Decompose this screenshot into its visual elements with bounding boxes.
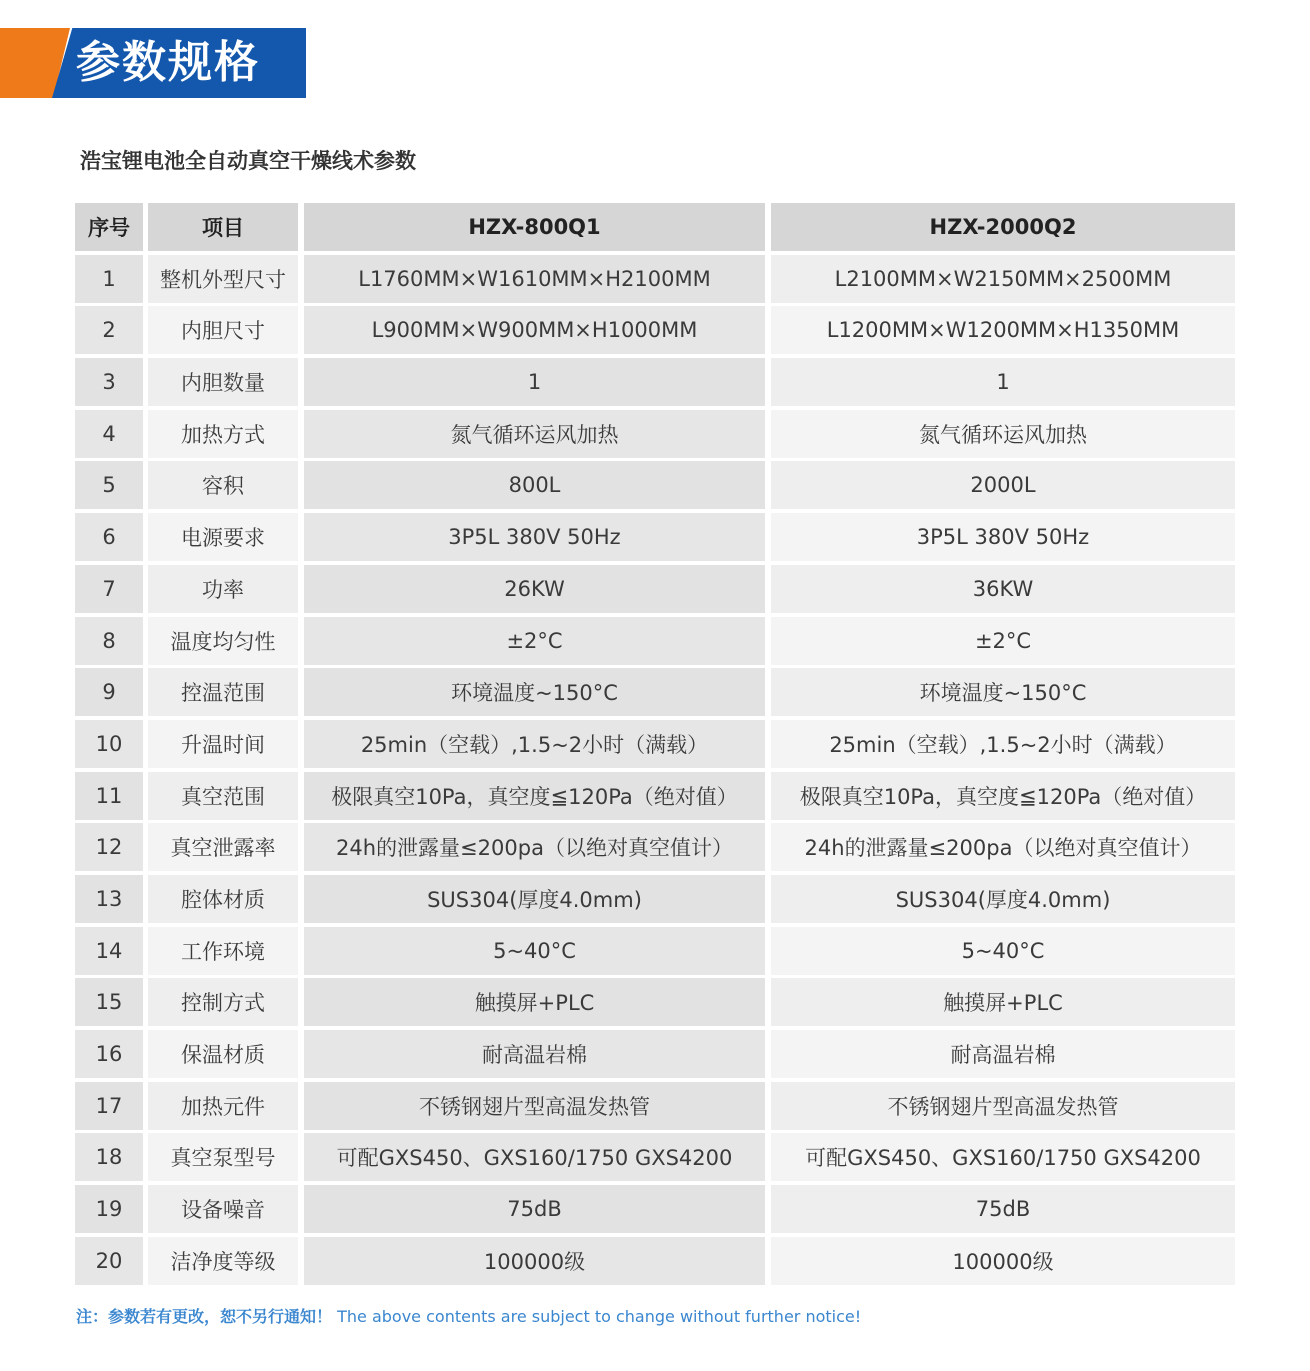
row-index: 12 (75, 823, 143, 871)
header-model-2: HZX-2000Q2 (771, 203, 1235, 251)
row-item: 真空泵型号 (148, 1133, 298, 1181)
row-value-model-1: 3P5L 380V 50Hz (304, 513, 765, 561)
row-value-model-2: 1 (771, 358, 1235, 406)
table-row (75, 823, 1235, 871)
row-value-model-1: 26KW (304, 565, 765, 613)
row-value-model-1: 5~40°C (304, 927, 765, 975)
row-item: 升温时间 (148, 720, 298, 768)
header-model-1: HZX-800Q1 (304, 203, 765, 251)
row-value-model-2: 75dB (771, 1185, 1235, 1233)
table-header-row (75, 203, 1235, 251)
row-value-model-1: 触摸屏+PLC (304, 978, 765, 1026)
table-row (75, 927, 1235, 975)
table-row (75, 1082, 1235, 1130)
row-value-model-2: L1200MM×W1200MM×H1350MM (771, 306, 1235, 354)
row-item: 真空泄露率 (148, 823, 298, 871)
row-value-model-1: 不锈钢翅片型高温发热管 (304, 1082, 765, 1130)
footnote-en: The above contents are subject to change without further notice! (337, 1307, 862, 1326)
table-row (75, 772, 1235, 820)
section-banner (0, 28, 306, 98)
section-title: 参数规格 (76, 37, 260, 88)
row-item: 真空范围 (148, 772, 298, 820)
row-value-model-2: 氮气循环运风加热 (771, 410, 1235, 458)
row-index: 14 (75, 927, 143, 975)
row-value-model-2: SUS304(厚度4.0mm) (771, 875, 1235, 923)
row-value-model-1: 环境温度~150°C (304, 668, 765, 716)
row-index: 19 (75, 1185, 143, 1233)
row-item: 电源要求 (148, 513, 298, 561)
row-value-model-1: 1 (304, 358, 765, 406)
row-item: 整机外型尺寸 (148, 255, 298, 303)
row-value-model-2: 环境温度~150°C (771, 668, 1235, 716)
row-item: 保温材质 (148, 1030, 298, 1078)
row-index: 2 (75, 306, 143, 354)
table-row (75, 1133, 1235, 1181)
row-item: 腔体材质 (148, 875, 298, 923)
row-value-model-2: 可配GXS450、GXS160/1750 GXS4200 (771, 1133, 1235, 1181)
row-value-model-2: 极限真空10Pa，真空度≦120Pa（绝对值） (771, 772, 1235, 820)
table-row (75, 875, 1235, 923)
row-item: 洁净度等级 (148, 1237, 298, 1285)
table-row (75, 513, 1235, 561)
row-value-model-2: 触摸屏+PLC (771, 978, 1235, 1026)
row-index: 8 (75, 617, 143, 665)
row-value-model-2: L2100MM×W2150MM×2500MM (771, 255, 1235, 303)
row-value-model-1: 24h的泄露量≤200pa（以绝对真空值计） (304, 823, 765, 871)
row-value-model-1: 800L (304, 461, 765, 509)
row-item: 控制方式 (148, 978, 298, 1026)
row-item: 内胆尺寸 (148, 306, 298, 354)
table-row (75, 410, 1235, 458)
row-value-model-2: 不锈钢翅片型高温发热管 (771, 1082, 1235, 1130)
row-item: 设备噪音 (148, 1185, 298, 1233)
header-item: 项目 (148, 203, 298, 251)
row-index: 1 (75, 255, 143, 303)
table-row (75, 720, 1235, 768)
row-value-model-2: 36KW (771, 565, 1235, 613)
row-item: 控温范围 (148, 668, 298, 716)
row-item: 加热元件 (148, 1082, 298, 1130)
row-index: 3 (75, 358, 143, 406)
row-value-model-1: ±2°C (304, 617, 765, 665)
table-row (75, 255, 1235, 303)
row-value-model-1: L1760MM×W1610MM×H2100MM (304, 255, 765, 303)
row-value-model-1: 耐高温岩棉 (304, 1030, 765, 1078)
row-value-model-1: 极限真空10Pa，真空度≦120Pa（绝对值） (304, 772, 765, 820)
table-subtitle: 浩宝锂电池全自动真空干燥线术参数 (80, 149, 416, 173)
spec-table (75, 203, 1235, 1288)
row-index: 17 (75, 1082, 143, 1130)
row-index: 11 (75, 772, 143, 820)
row-value-model-2: 2000L (771, 461, 1235, 509)
table-row (75, 358, 1235, 406)
footnote-cn: 注：参数若有更改，恕不另行通知！ (76, 1307, 333, 1326)
row-index: 13 (75, 875, 143, 923)
row-value-model-2: 24h的泄露量≤200pa（以绝对真空值计） (771, 823, 1235, 871)
table-row (75, 306, 1235, 354)
table-row (75, 978, 1235, 1026)
table-row (75, 565, 1235, 613)
row-index: 4 (75, 410, 143, 458)
row-item: 温度均匀性 (148, 617, 298, 665)
row-value-model-2: 25min（空载）,1.5~2小时（满载） (771, 720, 1235, 768)
row-item: 加热方式 (148, 410, 298, 458)
row-value-model-1: 氮气循环运风加热 (304, 410, 765, 458)
table-row (75, 1030, 1235, 1078)
table-row (75, 668, 1235, 716)
row-item: 功率 (148, 565, 298, 613)
row-index: 18 (75, 1133, 143, 1181)
row-value-model-1: 可配GXS450、GXS160/1750 GXS4200 (304, 1133, 765, 1181)
row-item: 内胆数量 (148, 358, 298, 406)
row-item: 容积 (148, 461, 298, 509)
row-value-model-1: L900MM×W900MM×H1000MM (304, 306, 765, 354)
row-value-model-1: 100000级 (304, 1237, 765, 1285)
row-value-model-2: 耐高温岩棉 (771, 1030, 1235, 1078)
row-index: 10 (75, 720, 143, 768)
table-row (75, 1185, 1235, 1233)
row-value-model-2: 100000级 (771, 1237, 1235, 1285)
row-index: 5 (75, 461, 143, 509)
row-index: 15 (75, 978, 143, 1026)
row-value-model-1: 25min（空载）,1.5~2小时（满载） (304, 720, 765, 768)
row-value-model-2: 3P5L 380V 50Hz (771, 513, 1235, 561)
row-index: 6 (75, 513, 143, 561)
row-index: 16 (75, 1030, 143, 1078)
row-index: 7 (75, 565, 143, 613)
table-row (75, 617, 1235, 665)
row-value-model-2: 5~40°C (771, 927, 1235, 975)
footnote (76, 1304, 861, 1327)
row-item: 工作环境 (148, 927, 298, 975)
row-index: 9 (75, 668, 143, 716)
header-index: 序号 (75, 203, 143, 251)
row-index: 20 (75, 1237, 143, 1285)
row-value-model-1: 75dB (304, 1185, 765, 1233)
table-row (75, 1237, 1235, 1285)
row-value-model-1: SUS304(厚度4.0mm) (304, 875, 765, 923)
table-row (75, 461, 1235, 509)
row-value-model-2: ±2°C (771, 617, 1235, 665)
